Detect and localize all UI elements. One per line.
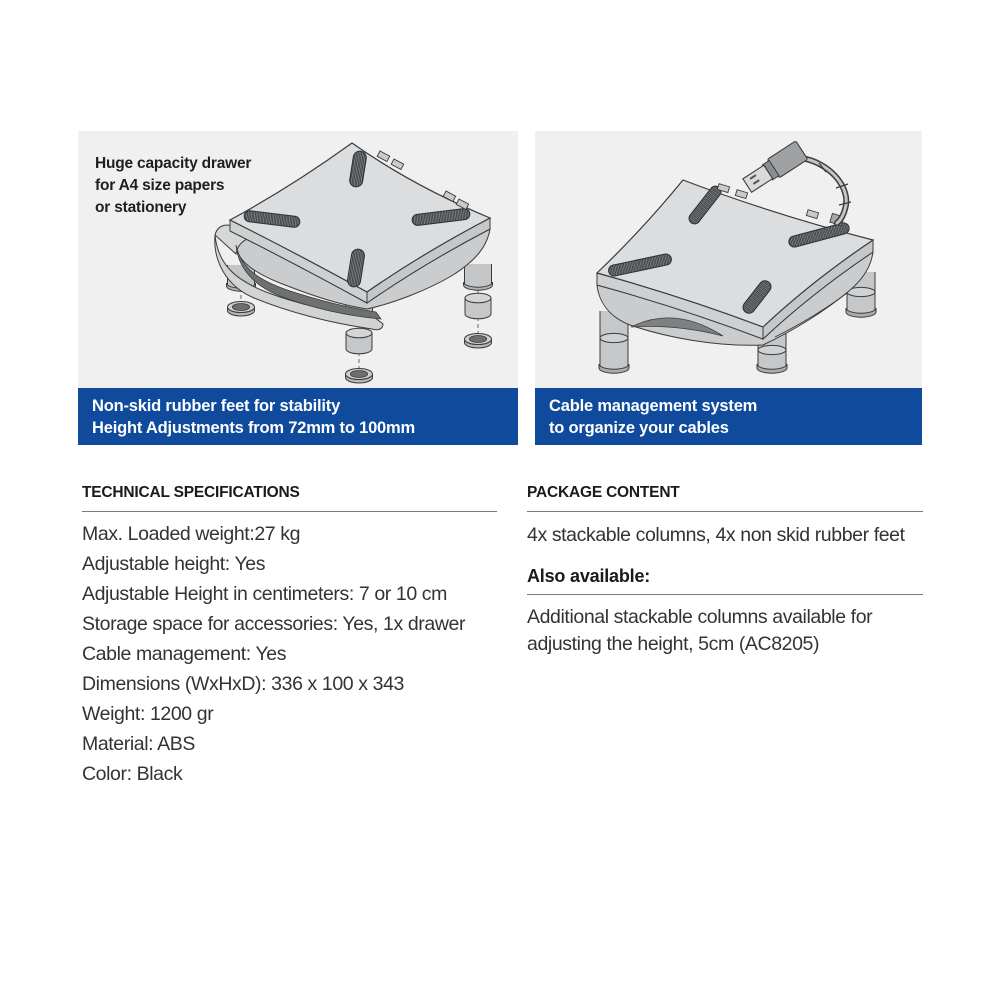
spec-item: Max. Loaded weight:27 kg bbox=[82, 523, 301, 545]
banner-line: Height Adjustments from 72mm to 100mm bbox=[92, 419, 415, 437]
package-heading: PACKAGE CONTENT bbox=[527, 484, 923, 512]
package-content-text: 4x stackable columns, 4x non skid rubber feet bbox=[527, 524, 905, 546]
feature-panel-drawer bbox=[78, 131, 518, 445]
banner-line: to organize your cables bbox=[549, 419, 729, 437]
banner-line: Cable management system bbox=[549, 397, 758, 415]
usb-plug-icon bbox=[741, 141, 807, 195]
spec-item: Material: ABS bbox=[82, 733, 195, 755]
feature-banner-right bbox=[535, 388, 922, 445]
package-content-section bbox=[527, 484, 923, 658]
caption-line: for A4 size papers bbox=[95, 177, 225, 194]
spec-item: Cable management: Yes bbox=[82, 643, 287, 665]
caption-line: Huge capacity drawer bbox=[95, 155, 252, 172]
spec-item: Dimensions (WxHxD): 336 x 100 x 343 bbox=[82, 673, 404, 695]
spec-item: Color: Black bbox=[82, 763, 183, 785]
also-available-text: Additional stackable columns available for adjusting the height, 5cm (AC8205) bbox=[527, 606, 873, 655]
specs-list bbox=[82, 519, 497, 789]
specs-heading: TECHNICAL SPECIFICATIONS bbox=[82, 484, 497, 512]
also-available-heading: Also available: bbox=[527, 566, 923, 595]
spec-item: Adjustable Height in centimeters: 7 or 10 cm bbox=[82, 583, 448, 605]
feature-banner-left bbox=[78, 388, 518, 445]
feature-panel-cable bbox=[535, 131, 922, 445]
caption-line: or stationery bbox=[95, 199, 187, 216]
spec-item: Weight: 1200 gr bbox=[82, 703, 214, 725]
banner-line: Non-skid rubber feet for stability bbox=[92, 397, 341, 415]
drawer-caption bbox=[95, 153, 251, 219]
spec-item: Adjustable height: Yes bbox=[82, 553, 266, 575]
cable-stand-illustration-area bbox=[535, 131, 922, 388]
technical-specifications-section bbox=[82, 484, 497, 789]
drawer-stand-illustration-area bbox=[78, 131, 518, 388]
monitor-stand-cable-drawing bbox=[535, 131, 922, 388]
spec-item: Storage space for accessories: Yes, 1x drawer bbox=[82, 613, 466, 635]
